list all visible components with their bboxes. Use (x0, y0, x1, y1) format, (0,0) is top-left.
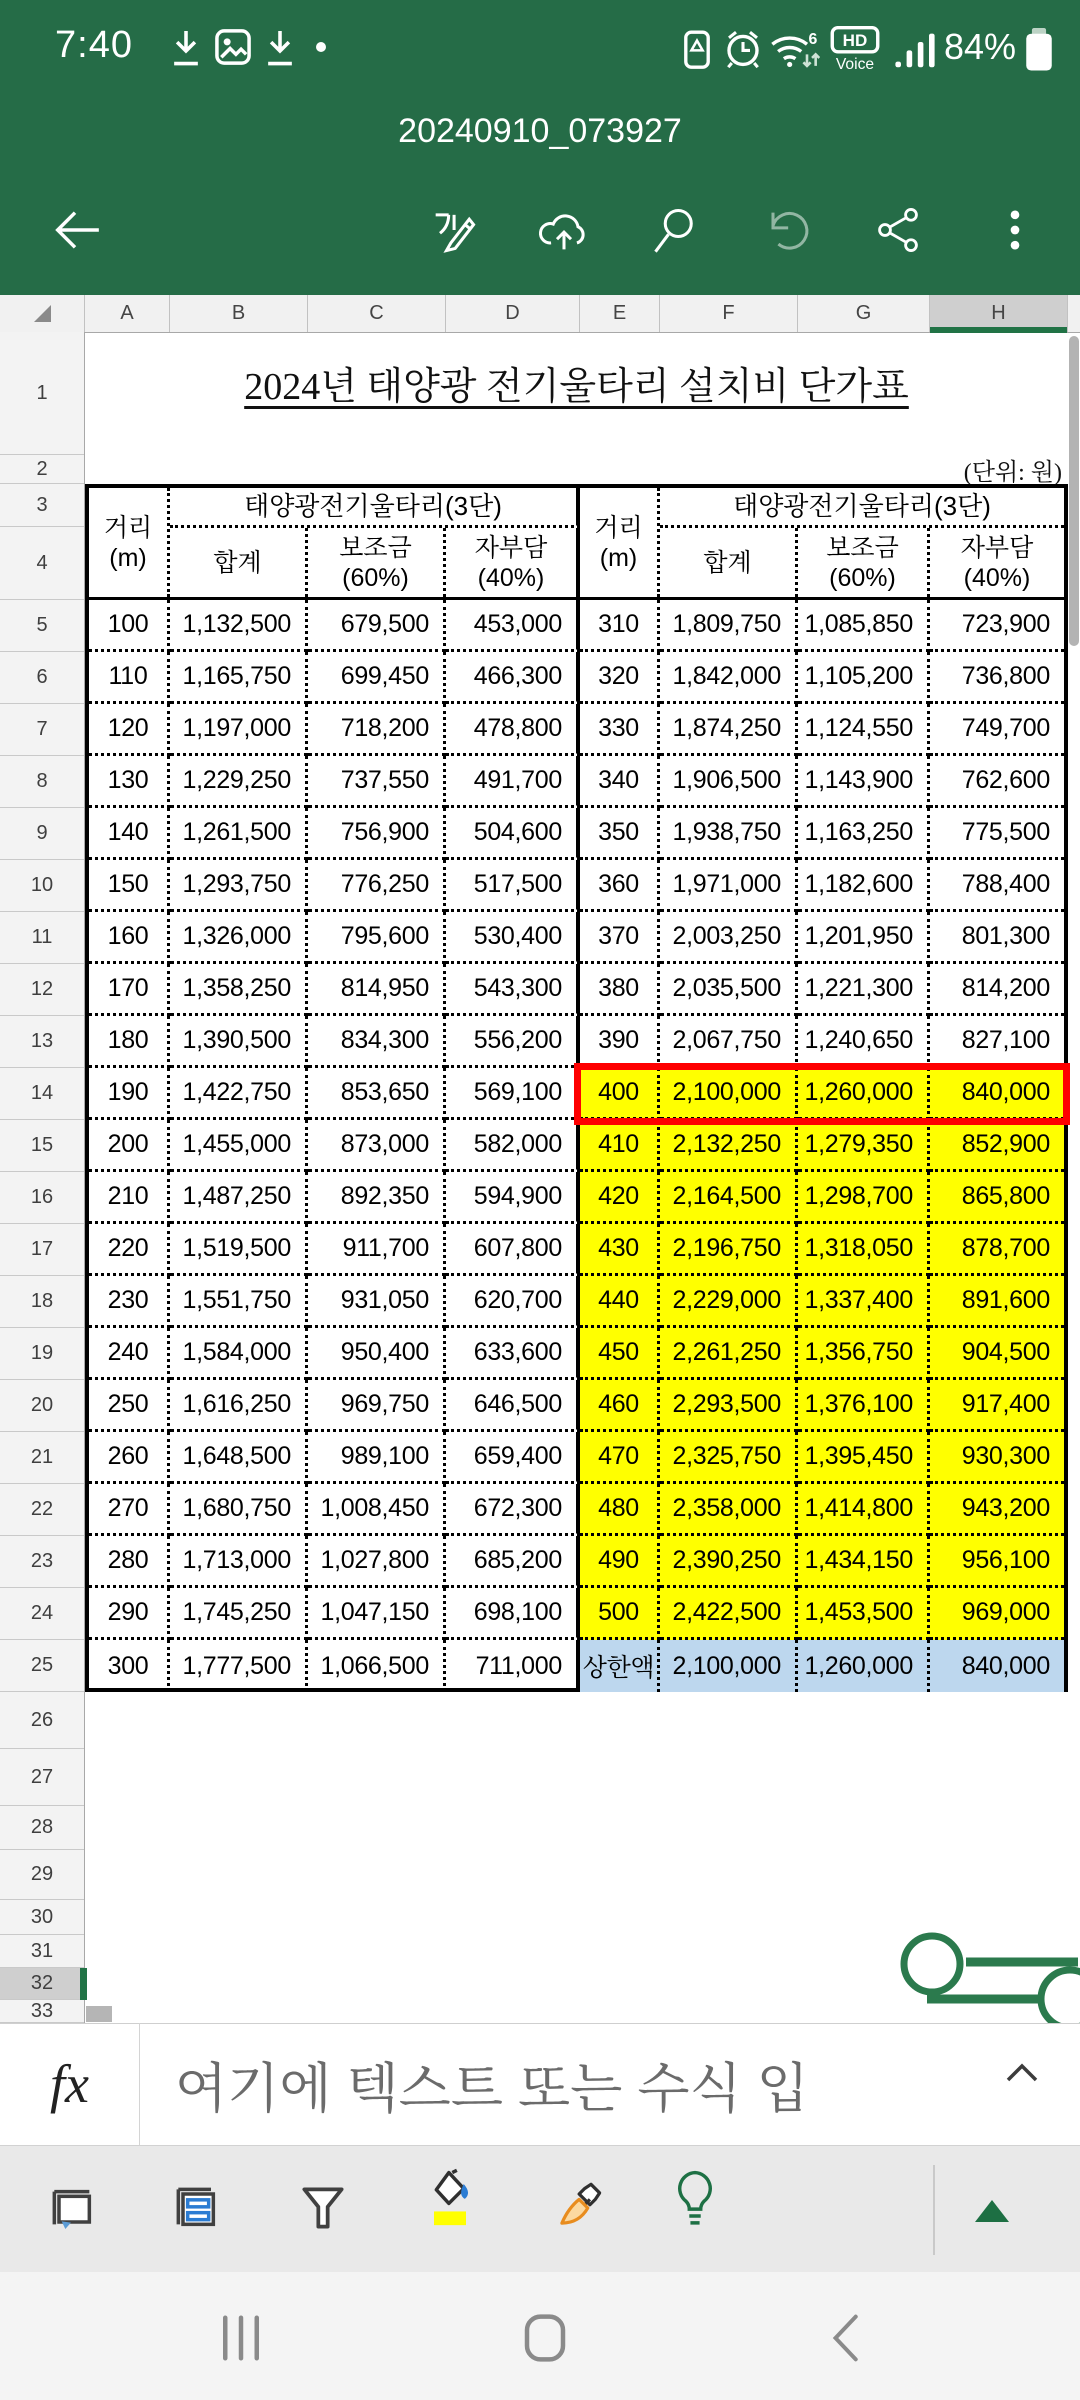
cell-E14[interactable]: 400 (580, 1068, 660, 1120)
cell-E22[interactable]: 480 (580, 1484, 660, 1536)
status-time: 7:40 (55, 24, 133, 66)
cell-A16[interactable]: 210 (89, 1172, 170, 1224)
row-header-16[interactable]: 16 (0, 1172, 84, 1224)
cell-A25[interactable]: 300 (89, 1640, 170, 1692)
select-all-corner[interactable] (0, 295, 85, 332)
app-header (0, 0, 1080, 295)
cell-G12[interactable]: 1,221,300 (798, 964, 930, 1016)
column-header-E[interactable]: E (580, 295, 660, 332)
column-header-G[interactable]: G (798, 295, 930, 332)
row-header-19[interactable]: 19 (0, 1328, 84, 1380)
column-header-F[interactable]: F (660, 295, 798, 332)
vertical-scrollbar[interactable] (1069, 336, 1079, 646)
cell-B12[interactable]: 1,358,250 (170, 964, 308, 1016)
cell-A24[interactable]: 290 (89, 1588, 170, 1640)
header-self-left[interactable]: 자부담 (40%) (446, 528, 580, 597)
share-button[interactable] (868, 200, 928, 260)
filter-icon[interactable] (295, 2180, 351, 2236)
cell-A23[interactable]: 280 (89, 1536, 170, 1588)
quick-toolbar (0, 2145, 1080, 2273)
cell-A14[interactable]: 190 (89, 1068, 170, 1120)
header-subsidy-right[interactable]: 보조금 (60%) (798, 528, 930, 597)
cell-E8[interactable]: 340 (580, 756, 660, 808)
column-header-A[interactable]: A (85, 295, 170, 332)
cell-E5[interactable]: 310 (580, 600, 660, 652)
cell-A22[interactable]: 270 (89, 1484, 170, 1536)
header-distance-left[interactable]: 거리 (m) (89, 488, 170, 597)
cloud-upload-button[interactable] (534, 200, 594, 260)
cell-A5[interactable]: 100 (89, 600, 170, 652)
cell-G6[interactable]: 1,105,200 (798, 652, 930, 704)
cell-E20[interactable]: 460 (580, 1380, 660, 1432)
cell-C12[interactable]: 814,950 (308, 964, 446, 1016)
wifi-generation: 6 (808, 31, 818, 49)
cell-B16[interactable]: 1,487,250 (170, 1172, 308, 1224)
cell-A10[interactable]: 150 (89, 860, 170, 912)
cell-G11[interactable]: 1,201,950 (798, 912, 930, 964)
cell-D12[interactable]: 543,300 (446, 964, 580, 1016)
hd-voice-icon (828, 26, 882, 77)
undo-button[interactable] (756, 200, 816, 260)
cell-D21[interactable]: 659,400 (446, 1432, 580, 1484)
table-body (85, 600, 1068, 1692)
unit-note-cell[interactable]: (단위: 원) (963, 460, 1062, 486)
cell-E12[interactable]: 380 (580, 964, 660, 1016)
cell-F9[interactable]: 1,938,750 (660, 808, 798, 860)
cell-C16[interactable]: 892,350 (308, 1172, 446, 1224)
header-subsidy-left[interactable]: 보조금 (60%) (308, 528, 446, 597)
cell-G17[interactable]: 1,318,050 (798, 1224, 930, 1276)
row-header-bar (0, 332, 85, 2023)
column-header-B[interactable]: B (170, 295, 308, 332)
cell-F21[interactable]: 2,325,750 (660, 1432, 798, 1484)
row-header-30[interactable]: 30 (0, 1900, 84, 1935)
cell-B10[interactable]: 1,293,750 (170, 860, 308, 912)
cell-C25[interactable]: 1,066,500 (308, 1640, 446, 1692)
row-header-18[interactable]: 18 (0, 1276, 84, 1328)
cell-G18[interactable]: 1,337,400 (798, 1276, 930, 1328)
cell-D9[interactable]: 504,600 (446, 808, 580, 860)
cell-F14[interactable]: 2,100,000 (660, 1068, 798, 1120)
cell-H25[interactable]: 840,000 (930, 1640, 1064, 1692)
cell-C7[interactable]: 718,200 (308, 704, 446, 756)
header-self-right[interactable]: 자부담 (40%) (960, 533, 1034, 592)
cell-A19[interactable]: 240 (89, 1328, 170, 1380)
cell-D18[interactable]: 620,700 (446, 1276, 580, 1328)
cell-H19[interactable]: 904,500 (930, 1328, 1064, 1380)
cell-D15[interactable]: 582,000 (446, 1120, 580, 1172)
cell-C23[interactable]: 1,027,800 (308, 1536, 446, 1588)
cell-H14[interactable]: 840,000 (930, 1068, 1064, 1120)
cell-F22[interactable]: 2,358,000 (660, 1484, 798, 1536)
sheet-title-cell[interactable]: 2024년 태양광 전기울타리 설치비 단가표 (244, 366, 909, 408)
cell-H11[interactable]: 801,300 (930, 912, 1064, 964)
cell-F10[interactable]: 1,971,000 (660, 860, 798, 912)
row-header-20[interactable]: 20 (0, 1380, 84, 1432)
cell-B21[interactable]: 1,648,500 (170, 1432, 308, 1484)
cell-D7[interactable]: 478,800 (446, 704, 580, 756)
battery-percent: 84% (944, 26, 1017, 67)
column-header-C[interactable]: C (308, 295, 446, 332)
cell-B15[interactable]: 1,455,000 (170, 1120, 308, 1172)
brush-icon[interactable] (549, 2180, 605, 2236)
wifi6-icon (768, 28, 820, 77)
cell-E17[interactable]: 430 (580, 1224, 660, 1276)
cell-D17[interactable]: 607,800 (446, 1224, 580, 1276)
cell-F20[interactable]: 2,293,500 (660, 1380, 798, 1432)
row-header-6[interactable]: 6 (0, 652, 84, 704)
cell-H8[interactable]: 762,600 (930, 756, 1064, 808)
cell-C21[interactable]: 989,100 (308, 1432, 446, 1484)
cell-D14[interactable]: 569,100 (446, 1068, 580, 1120)
ideas-bulb-icon[interactable] (667, 2172, 723, 2228)
cell-E25[interactable]: 상한액 (580, 1640, 660, 1692)
cell-B13[interactable]: 1,390,500 (170, 1016, 308, 1068)
cell-F25[interactable]: 2,100,000 (660, 1640, 798, 1692)
row-header-7[interactable]: 7 (0, 704, 84, 756)
cell-H23[interactable]: 956,100 (930, 1536, 1064, 1588)
cell-D8[interactable]: 491,700 (446, 756, 580, 808)
battery-icon (1022, 28, 1056, 77)
cell-C11[interactable]: 795,600 (308, 912, 446, 964)
cell-H7[interactable]: 749,700 (930, 704, 1064, 756)
cell-F16[interactable]: 2,164,500 (660, 1172, 798, 1224)
back-button[interactable] (45, 200, 105, 260)
cell-G22[interactable]: 1,414,800 (798, 1484, 930, 1536)
row-header-17[interactable]: 17 (0, 1224, 84, 1276)
cell-A7[interactable]: 120 (89, 704, 170, 756)
row-header-26[interactable]: 26 (0, 1692, 84, 1749)
row-header-14[interactable]: 14 (0, 1068, 84, 1120)
cell-E9[interactable]: 350 (580, 808, 660, 860)
column-header-D[interactable]: D (446, 295, 580, 332)
alarm-icon (722, 28, 764, 75)
cell-B7[interactable]: 1,197,000 (170, 704, 308, 756)
cell-F23[interactable]: 2,390,250 (660, 1536, 798, 1588)
cell-E24[interactable]: 500 (580, 1588, 660, 1640)
fx-button[interactable]: fx (0, 2023, 140, 2145)
row-header-32[interactable]: 32 (0, 1968, 84, 2000)
cell-G25[interactable]: 1,260,000 (798, 1640, 930, 1692)
notification-dot-icon (316, 42, 326, 52)
cell-H16[interactable]: 865,800 (930, 1172, 1064, 1224)
row-header-3[interactable]: 3 (0, 484, 84, 527)
cell-A15[interactable]: 200 (89, 1120, 170, 1172)
cell-H5[interactable]: 723,900 (930, 600, 1064, 652)
cell-E6[interactable]: 320 (580, 652, 660, 704)
cell-F6[interactable]: 1,842,000 (660, 652, 798, 704)
row-header-27[interactable]: 27 (0, 1749, 84, 1806)
cell-G21[interactable]: 1,395,450 (798, 1432, 930, 1484)
cell-style-icon[interactable] (169, 2180, 225, 2236)
row-header-12[interactable]: 12 (0, 964, 84, 1016)
row-header-2[interactable]: 2 (0, 455, 84, 484)
row-header-11[interactable]: 11 (0, 912, 84, 964)
cell-D16[interactable]: 594,900 (446, 1172, 580, 1224)
document-title: 20240910_073927 (398, 112, 682, 150)
cell-D25[interactable]: 711,000 (446, 1640, 580, 1692)
row-header-28[interactable]: 28 (0, 1806, 84, 1850)
cell-G23[interactable]: 1,434,150 (798, 1536, 930, 1588)
row-header-22[interactable]: 22 (0, 1484, 84, 1536)
status-bar (0, 0, 1080, 95)
cell-D24[interactable]: 698,100 (446, 1588, 580, 1640)
svg-text:HD: HD (842, 31, 868, 51)
cell-F8[interactable]: 1,906,500 (660, 756, 798, 808)
cell-H18[interactable]: 891,600 (930, 1276, 1064, 1328)
download-icon (262, 28, 298, 73)
cell-G16[interactable]: 1,298,700 (798, 1172, 930, 1224)
table-header (85, 484, 1068, 600)
cell-D13[interactable]: 556,200 (446, 1016, 580, 1068)
cell-G8[interactable]: 1,143,900 (798, 756, 930, 808)
column-header-H[interactable]: H (930, 295, 1068, 332)
cell-C19[interactable]: 950,400 (308, 1328, 446, 1380)
cell-A6[interactable]: 110 (89, 652, 170, 704)
search-button[interactable] (645, 200, 705, 260)
row-header-23[interactable]: 23 (0, 1536, 84, 1588)
cell-B24[interactable]: 1,745,250 (170, 1588, 308, 1640)
cell-C13[interactable]: 834,300 (308, 1016, 446, 1068)
cell-H12[interactable]: 814,200 (930, 964, 1064, 1016)
corner-triangle-icon (34, 305, 51, 322)
row-header-5[interactable]: 5 (0, 600, 84, 652)
cell-E19[interactable]: 450 (580, 1328, 660, 1380)
cell-A18[interactable]: 230 (89, 1276, 170, 1328)
row-header-1[interactable]: 1 (0, 332, 84, 455)
cell-G10[interactable]: 1,182,600 (798, 860, 930, 912)
cell-A20[interactable]: 250 (89, 1380, 170, 1432)
cell-C15[interactable]: 873,000 (308, 1120, 446, 1172)
cell-G20[interactable]: 1,376,100 (798, 1380, 930, 1432)
cell-F19[interactable]: 2,261,250 (660, 1328, 798, 1380)
cell-G13[interactable]: 1,240,650 (798, 1016, 930, 1068)
cell-G19[interactable]: 1,356,750 (798, 1328, 930, 1380)
row-header-33[interactable]: 33 (0, 2000, 84, 2023)
collapse-formula-bar-button[interactable] (1000, 2058, 1044, 2093)
cell-G24[interactable]: 1,453,500 (798, 1588, 930, 1640)
cell-H15[interactable]: 852,900 (930, 1120, 1064, 1172)
row-header-25[interactable]: 25 (0, 1640, 84, 1692)
row-header-13[interactable]: 13 (0, 1016, 84, 1068)
cell-H21[interactable]: 930,300 (930, 1432, 1064, 1484)
edit-pen-button[interactable] (423, 200, 483, 260)
cell-F15[interactable]: 2,132,250 (660, 1120, 798, 1172)
formula-input[interactable]: 여기에 텍스트 또는 수식 입 (175, 2058, 809, 2119)
cell-B18[interactable]: 1,551,750 (170, 1276, 308, 1328)
cell-C10[interactable]: 776,250 (308, 860, 446, 912)
overflow-menu-button[interactable] (985, 200, 1045, 260)
row-header-9[interactable]: 9 (0, 808, 84, 860)
cell-B22[interactable]: 1,680,750 (170, 1484, 308, 1536)
cell-H13[interactable]: 827,100 (930, 1016, 1064, 1068)
cell-E11[interactable]: 370 (580, 912, 660, 964)
cell-H20[interactable]: 917,400 (930, 1380, 1064, 1432)
cell-B17[interactable]: 1,519,500 (170, 1224, 308, 1276)
cell-B11[interactable]: 1,326,000 (170, 912, 308, 964)
cell-E23[interactable]: 490 (580, 1536, 660, 1588)
header-group-left[interactable]: 태양광전기울타리(3단) (170, 488, 580, 528)
download-icon (168, 28, 204, 73)
cell-G15[interactable]: 1,279,350 (798, 1120, 930, 1172)
header-distance-right[interactable]: 거리 (m) (580, 488, 660, 597)
row-header-4[interactable]: 4 (0, 527, 84, 600)
cell-D11[interactable]: 530,400 (446, 912, 580, 964)
cell-H22[interactable]: 943,200 (930, 1484, 1064, 1536)
cell-B14[interactable]: 1,422,750 (170, 1068, 308, 1120)
cell-G14[interactable]: 1,260,000 (798, 1068, 930, 1120)
cell-A13[interactable]: 180 (89, 1016, 170, 1068)
battery-saver-icon (680, 28, 714, 75)
cell-B8[interactable]: 1,229,250 (170, 756, 308, 808)
row-header-15[interactable]: 15 (0, 1120, 84, 1172)
cell-C5[interactable]: 679,500 (308, 600, 446, 652)
cell-E15[interactable]: 410 (580, 1120, 660, 1172)
cell-A12[interactable]: 170 (89, 964, 170, 1016)
recents-button[interactable] (211, 2310, 271, 2366)
row-header-8[interactable]: 8 (0, 756, 84, 808)
cell-G5[interactable]: 1,085,850 (798, 600, 930, 652)
cell-G9[interactable]: 1,163,250 (798, 808, 930, 860)
cell-A9[interactable]: 140 (89, 808, 170, 860)
cell-H17[interactable]: 878,700 (930, 1224, 1064, 1276)
expand-ribbon-button[interactable] (975, 2200, 1009, 2222)
signal-icon (892, 28, 938, 75)
gallery-icon (214, 28, 252, 71)
fill-color-icon[interactable] (422, 2172, 478, 2228)
cell-H10[interactable]: 788,400 (930, 860, 1064, 912)
cell-B5[interactable]: 1,132,500 (170, 600, 308, 652)
cell-D23[interactable]: 685,200 (446, 1536, 580, 1588)
row-header-29[interactable]: 29 (0, 1850, 84, 1900)
cell-C17[interactable]: 911,700 (308, 1224, 446, 1276)
cell-B19[interactable]: 1,584,000 (170, 1328, 308, 1380)
paste-icon[interactable] (45, 2180, 101, 2236)
cell-C18[interactable]: 931,050 (308, 1276, 446, 1328)
cell-F24[interactable]: 2,422,500 (660, 1588, 798, 1640)
header-sum-left[interactable]: 합계 (170, 528, 308, 597)
row-header-31[interactable]: 31 (0, 1935, 84, 1968)
cell-C20[interactable]: 969,750 (308, 1380, 446, 1432)
cell-D20[interactable]: 646,500 (446, 1380, 580, 1432)
cell-C14[interactable]: 853,650 (308, 1068, 446, 1120)
toolbar-separator (933, 2165, 935, 2255)
cell-F5[interactable]: 1,809,750 (660, 600, 798, 652)
cell-H6[interactable]: 736,800 (930, 652, 1064, 704)
row-header-24[interactable]: 24 (0, 1588, 84, 1640)
cell-D19[interactable]: 633,600 (446, 1328, 580, 1380)
column-header-bar (0, 295, 1080, 333)
cell-B20[interactable]: 1,616,250 (170, 1380, 308, 1432)
cell-E16[interactable]: 420 (580, 1172, 660, 1224)
cell-E7[interactable]: 330 (580, 704, 660, 756)
svg-text:Voice: Voice (835, 55, 875, 72)
cell-B25[interactable]: 1,777,500 (170, 1640, 308, 1692)
cell-A8[interactable]: 130 (89, 756, 170, 808)
cell-B23[interactable]: 1,713,000 (170, 1536, 308, 1588)
row-header-10[interactable]: 10 (0, 860, 84, 912)
cell-H9[interactable]: 775,500 (930, 808, 1064, 860)
header-sum-right[interactable]: 합계 (660, 528, 798, 597)
cell-A11[interactable]: 160 (89, 912, 170, 964)
cell-F13[interactable]: 2,067,750 (660, 1016, 798, 1068)
cell-D6[interactable]: 466,300 (446, 652, 580, 704)
cell-D22[interactable]: 672,300 (446, 1484, 580, 1536)
cell-C8[interactable]: 737,550 (308, 756, 446, 808)
cell-F7[interactable]: 1,874,250 (660, 704, 798, 756)
header-group-right[interactable]: 태양광전기울타리(3단) (660, 488, 1064, 528)
back-nav-button[interactable] (819, 2310, 879, 2366)
cell-F18[interactable]: 2,229,000 (660, 1276, 798, 1328)
selection-fill-handle[interactable] (86, 2006, 112, 2022)
cell-C9[interactable]: 756,900 (308, 808, 446, 860)
cell-D10[interactable]: 517,500 (446, 860, 580, 912)
cell-C22[interactable]: 1,008,450 (308, 1484, 446, 1536)
cell-D5[interactable]: 453,000 (446, 600, 580, 652)
cell-E13[interactable]: 390 (580, 1016, 660, 1068)
cell-E10[interactable]: 360 (580, 860, 660, 912)
row-header-21[interactable]: 21 (0, 1432, 84, 1484)
cell-A21[interactable]: 260 (89, 1432, 170, 1484)
cell-F11[interactable]: 2,003,250 (660, 912, 798, 964)
home-button[interactable] (515, 2310, 575, 2366)
cell-H24[interactable]: 969,000 (930, 1588, 1064, 1640)
cell-B6[interactable]: 1,165,750 (170, 652, 308, 704)
cell-C24[interactable]: 1,047,150 (308, 1588, 446, 1640)
cell-E18[interactable]: 440 (580, 1276, 660, 1328)
selected-row-accent (80, 1968, 87, 2000)
cell-C6[interactable]: 699,450 (308, 652, 446, 704)
cell-A17[interactable]: 220 (89, 1224, 170, 1276)
cell-F17[interactable]: 2,196,750 (660, 1224, 798, 1276)
cell-B9[interactable]: 1,261,500 (170, 808, 308, 860)
cell-E21[interactable]: 470 (580, 1432, 660, 1484)
cell-G7[interactable]: 1,124,550 (798, 704, 930, 756)
cell-F12[interactable]: 2,035,500 (660, 964, 798, 1016)
